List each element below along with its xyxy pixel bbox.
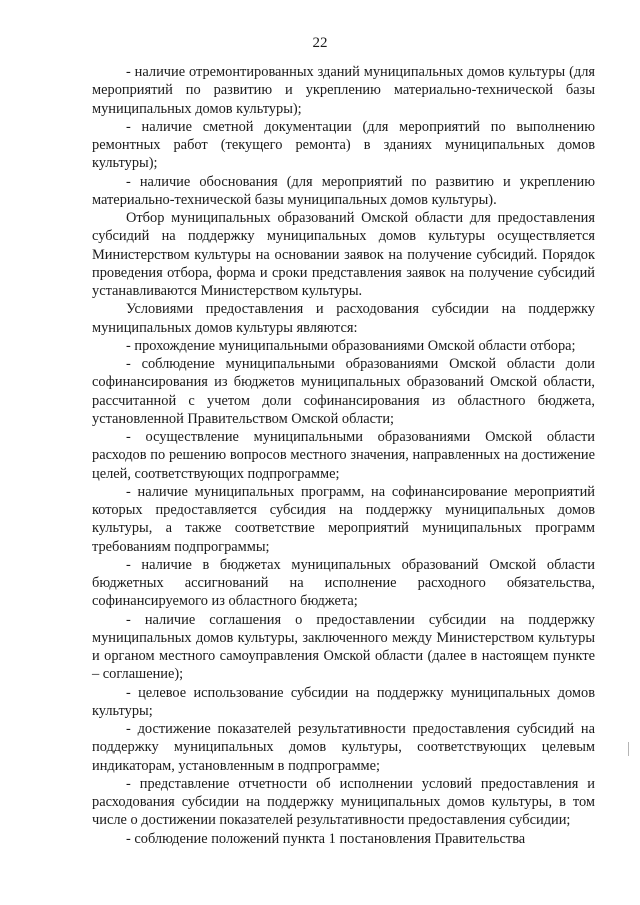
paragraph: - наличие соглашения о предоставлении субсидии на поддержку муниципальных домов культуры, заключенного между Министерством культуры и органом местного самоуправления Омской области (далее в настоящем пункте – соглашение); [92,611,595,683]
paragraph: - осуществление муниципальными образованиями Омской области расходов по решению вопросов местного значения, направленных на достижение целей, соответствующих подпрограмме; [92,429,595,482]
paragraph: - наличие в бюджетах муниципальных образований Омской области бюджетных ассигнований на исполнение расходного обязательства, софинансируемого из областного бюджета; [92,556,595,610]
paragraph: - наличие обоснования (для мероприятий по развитию и укреплению материально-технической базы муниципальных домов культуры). [92,173,595,208]
document-body [92,63,595,848]
paragraph: - соблюдение муниципальными образованиями Омской области доли софинансирования из бюджетов муниципальных образований Омской области, рассчитанной с учетом доли софинансирования из областного бюджета, установленной Правительством Омской области; [92,356,595,427]
paragraph: - наличие отремонтированных зданий муниципальных домов культуры (для мероприятий по развитию и укреплению материально-технической базы муниципальных домов культуры); [92,64,595,117]
scan-margin-mark [628,742,629,756]
paragraph: - достижение показателей результативности предоставления субсидий на поддержку муниципальных домов культуры, соответствующих целевым индикаторам, установленным в подпрограмме; [92,721,595,774]
paragraph: - представление отчетности об исполнении условий предоставления и расходования субсидии на поддержку муниципальных домов культуры, в том числе о достижении показателей результативности предоставления субсидии; [92,775,595,829]
paragraph: - наличие сметной документации (для мероприятий по выполнению ремонтных работ (текущего ремонта) в зданиях муниципальных домов культуры); [92,118,595,172]
paragraph: - наличие муниципальных программ, на софинансирование мероприятий которых предоставляется субсидия на поддержку муниципальных домов культуры, а также соответствие мероприятий муниципальных программ требованиям подпрограммы; [92,483,595,555]
paragraph: - целевое использование субсидии на поддержку муниципальных домов культуры; [92,684,595,719]
paragraph: - соблюдение положений пункта 1 постановления Правительства [126,830,526,847]
page-number: 22 [312,35,328,51]
paragraph: Отбор муниципальных образований Омской области для предоставления субсидий на поддержку муниципальных домов культуры осуществляется Министерством культуры на основании заявок на получение субсидий. Порядок проведения отбора, форма и сроки представления заявок на получение субсидий устанавливаются Министерством культуры. [92,210,595,299]
paragraph: - прохождение муниципальными образованиями Омской области отбора; [126,337,576,354]
paragraph: Условиями предоставления и расходования субсидии на поддержку муниципальных домов культуры являются: [92,301,595,336]
